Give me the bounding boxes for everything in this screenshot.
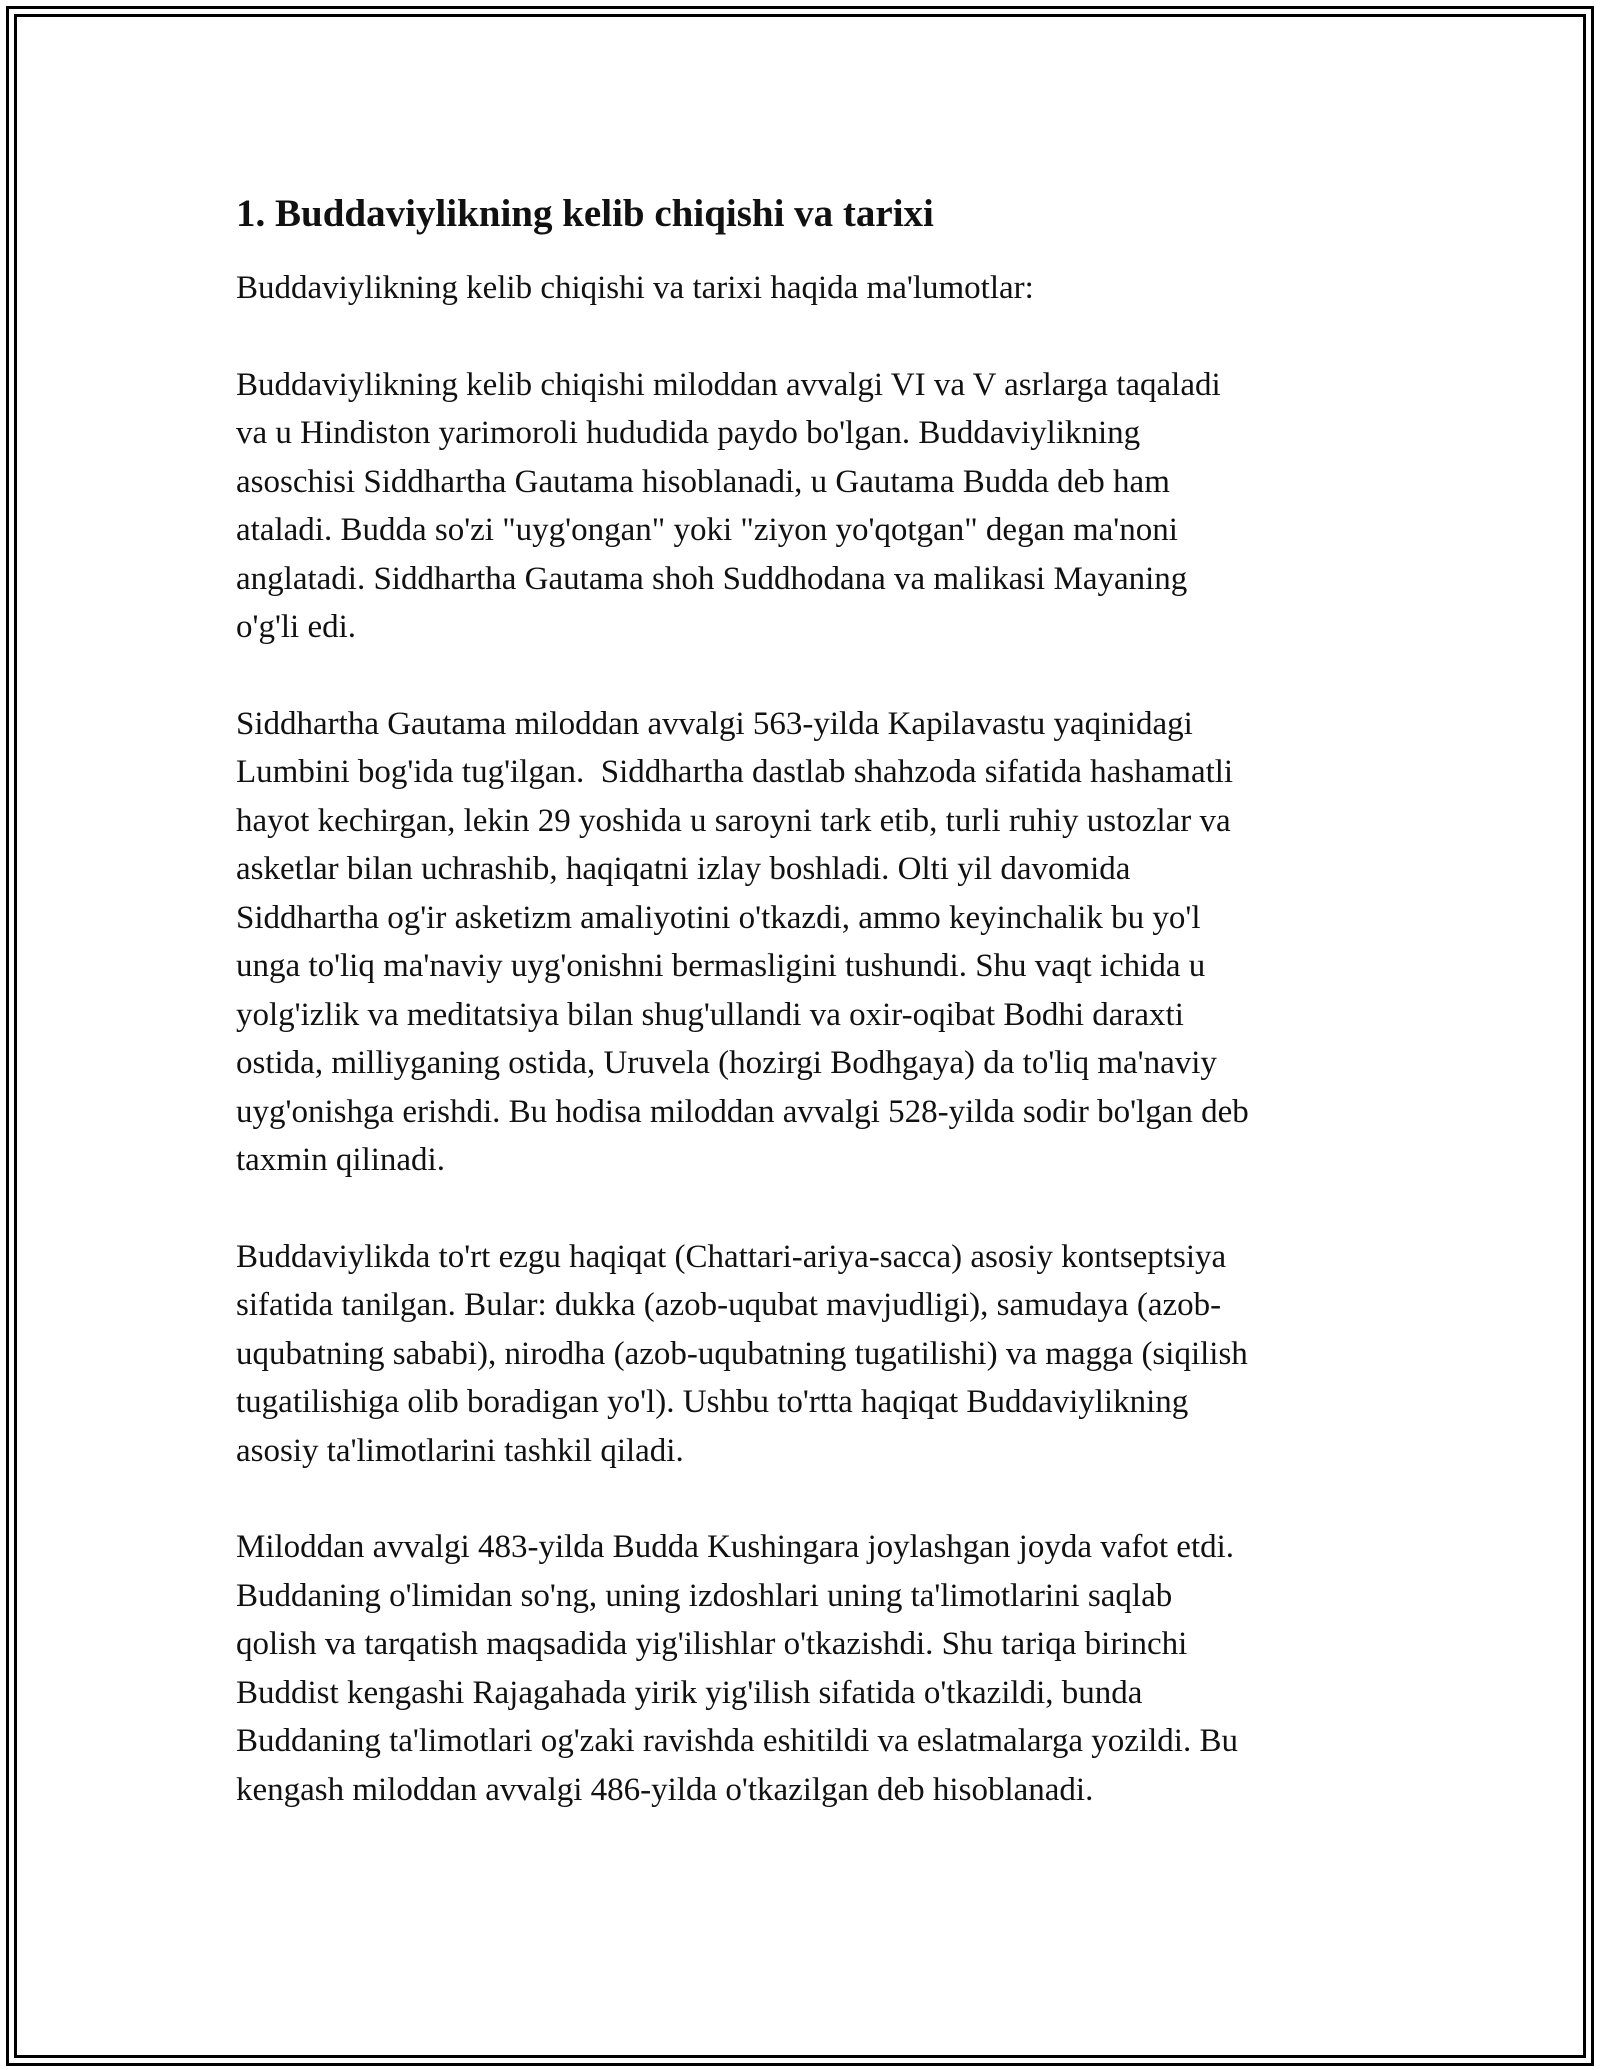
paragraph-first-council <box>236 1523 1366 1814</box>
paragraph-line: ostida, milliyganing ostida, Uruvela (hozirgi Bodhgaya) da to'liq ma'naviy <box>236 1045 1217 1081</box>
paragraph-line: o'g'li edi. <box>236 609 357 645</box>
paragraph-line: asketlar bilan uchrashib, haqiqatni izlay boshladi. Olti yil davomida <box>236 851 1131 887</box>
paragraph-line: Siddhartha og'ir asketizm amaliyotini o'tkazdi, ammo keyinchalik bu yo'l <box>236 899 1201 936</box>
paragraph-line: kengash miloddan avvalgi 486-yilda o'tkazilgan deb hisoblanadi. <box>236 1771 1094 1808</box>
paragraph-line: Siddhartha Gautama miloddan avvalgi 563-yilda Kapilavastu yaqinidagi <box>236 705 1193 742</box>
paragraph-line: va u Hindiston yarimoroli hududida paydo bo'lgan. Buddaviylikning <box>236 415 1141 451</box>
paragraph-line: ataladi. Budda so'zi "uyg'ongan" yoki "ziyon yo'qotgan" degan ma'noni <box>236 512 1178 548</box>
paragraph-siddhartha-life <box>236 700 1366 1185</box>
document-body <box>236 186 1366 1862</box>
paragraph-line: uqubatning sababi), nirodha (azob-uqubatning tugatilishi) va magga (siqilish <box>236 1335 1248 1372</box>
paragraph-line: asosiy ta'limotlarini tashkil qiladi. <box>236 1432 684 1469</box>
section-heading: 1. Buddaviylikning kelib chiqishi va tarixi <box>236 192 934 235</box>
paragraph-line: anglatadi. Siddhartha Gautama shoh Suddhodana va malikasi Mayaning <box>236 560 1188 597</box>
paragraph-line: unga to'liq ma'naviy uyg'onishni bermasligini tushundi. Shu vaqt ichida u <box>236 948 1206 984</box>
paragraph-line: Miloddan avvalgi 483-yilda Budda Kushingara joylashgan joyda vafot etdi. <box>236 1529 1235 1565</box>
paragraph-line: Lumbini bog'ida tug'ilgan. Siddhartha dastlab shahzoda sifatida hashamatli <box>236 754 1234 790</box>
paragraph-line: Buddaviylikning kelib chiqishi miloddan avvalgi VI va V asrlarga taqaladi <box>236 366 1221 403</box>
paragraph-line: Buddaviylikning kelib chiqishi va tarixi haqida ma'lumotlar: <box>236 270 1034 306</box>
paragraph-line: uyg'onishga erishdi. Bu hodisa miloddan avvalgi 528-yilda sodir bo'lgan deb <box>236 1093 1249 1130</box>
intro-paragraph <box>236 264 1366 313</box>
paragraph-origins <box>236 361 1366 652</box>
paragraph-line: asoschisi Siddhartha Gautama hisoblanadi, u Gautama Budda deb ham <box>236 463 1170 500</box>
paragraph-line: Buddaning ta'limotlari og'zaki ravishda eshitildi va eslatmalarga yozildi. Bu <box>236 1723 1238 1759</box>
paragraph-line: yolg'izlik va meditatsiya bilan shug'ullandi va oxir-oqibat Bodhi daraxti <box>236 996 1184 1033</box>
paragraph-line: Buddist kengashi Rajagahada yirik yig'ilish sifatida o'tkazildi, bunda <box>236 1674 1143 1711</box>
paragraph-line: Buddaning o'limidan so'ng, uning izdoshlari uning ta'limotlarini saqlab <box>236 1577 1173 1614</box>
paragraph-line: qolish va tarqatish maqsadida yig'ilishlar o'tkazishdi. Shu tariqa birinchi <box>236 1626 1188 1662</box>
paragraph-line: taxmin qilinadi. <box>236 1142 445 1178</box>
paragraph-four-truths <box>236 1233 1366 1476</box>
paragraph-line: hayot kechirgan, lekin 29 yoshida u saroyni tark etib, turli ruhiy ustozlar va <box>236 802 1231 839</box>
paragraph-line: tugatilishiga olib boradigan yo'l). Ushbu to'rtta haqiqat Buddaviylikning <box>236 1384 1189 1420</box>
paragraph-line: Buddaviylikda to'rt ezgu haqiqat (Chattari-ariya-sacca) asosiy kontseptsiya <box>236 1238 1227 1275</box>
paragraph-line: sifatida tanilgan. Bular: dukka (azob-uqubat mavjudligi), samudaya (azob- <box>236 1287 1222 1323</box>
